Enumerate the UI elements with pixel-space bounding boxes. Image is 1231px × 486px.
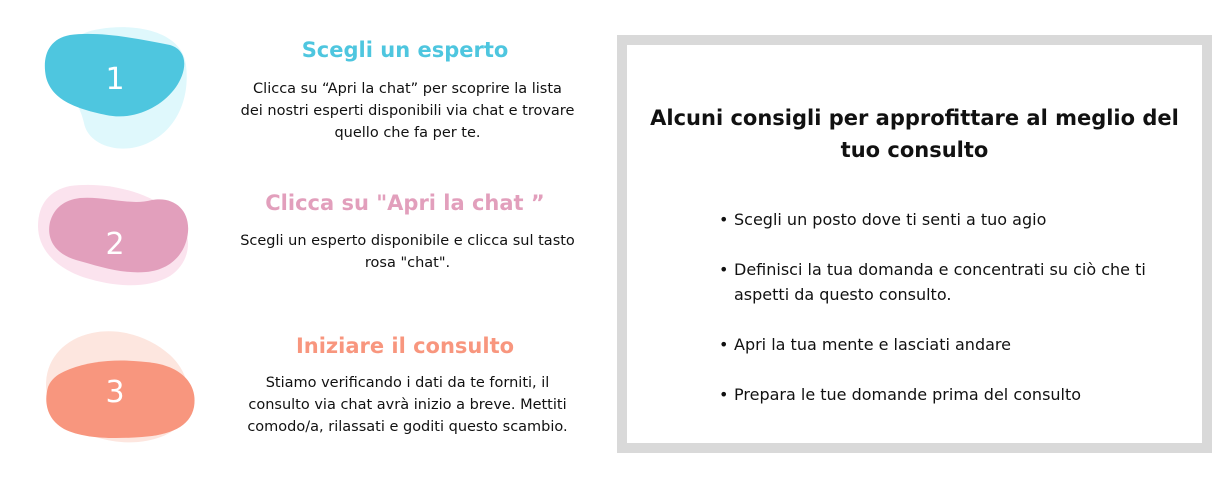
step-number: 3 xyxy=(105,375,125,410)
tip-item xyxy=(719,257,1159,307)
step-number-blob xyxy=(30,25,200,155)
step-2 xyxy=(0,180,600,290)
tip-text: Apri la tua mente e lasciati andare xyxy=(734,335,1011,354)
tip-text: Definisci la tua domanda e concentrati su ciò che ti aspetti da questo consulto. xyxy=(734,260,1146,304)
step-title: Iniziare il consulto xyxy=(295,334,515,358)
tip-text: Prepara le tue domande prima del consulto xyxy=(734,385,1082,404)
tip-item xyxy=(719,382,1159,407)
step-1 xyxy=(0,28,600,153)
tips-card-inner xyxy=(627,45,1202,443)
tips-title: Alcuni consigli per approfittare al meglio del tuo consulto xyxy=(650,106,1179,162)
step-title: Scegli un esperto xyxy=(301,38,509,62)
tips-list xyxy=(719,207,1159,407)
tip-item xyxy=(719,207,1159,232)
step-description: Stiamo verificando i dati da te forniti, il consulto via chat avrà inizio a breve. Mettiti comodo/a, rilassati e goditi questo scambio. xyxy=(247,375,568,435)
step-number: 2 xyxy=(105,227,125,262)
step-description: Scegli un esperto disponibile e clicca sul tasto rosa "chat". xyxy=(240,233,575,271)
step-number: 1 xyxy=(105,62,125,97)
step-3 xyxy=(0,325,600,455)
step-number-blob xyxy=(30,180,200,310)
bullet-icon: • xyxy=(719,335,729,354)
step-number-blob xyxy=(30,325,200,455)
bullet-icon: • xyxy=(719,260,729,279)
tips-card xyxy=(617,35,1212,453)
tip-item xyxy=(719,332,1159,357)
step-description: Clicca su “Apri la chat” per scoprire la lista dei nostri esperti disponibili via chat e trovare quello che fa per te. xyxy=(240,81,575,141)
step-title: Clicca su "Apri la chat ” xyxy=(265,191,545,215)
tip-text: Scegli un posto dove ti senti a tuo agio xyxy=(734,210,1047,229)
bullet-icon: • xyxy=(719,385,729,404)
bullet-icon: • xyxy=(719,210,729,229)
